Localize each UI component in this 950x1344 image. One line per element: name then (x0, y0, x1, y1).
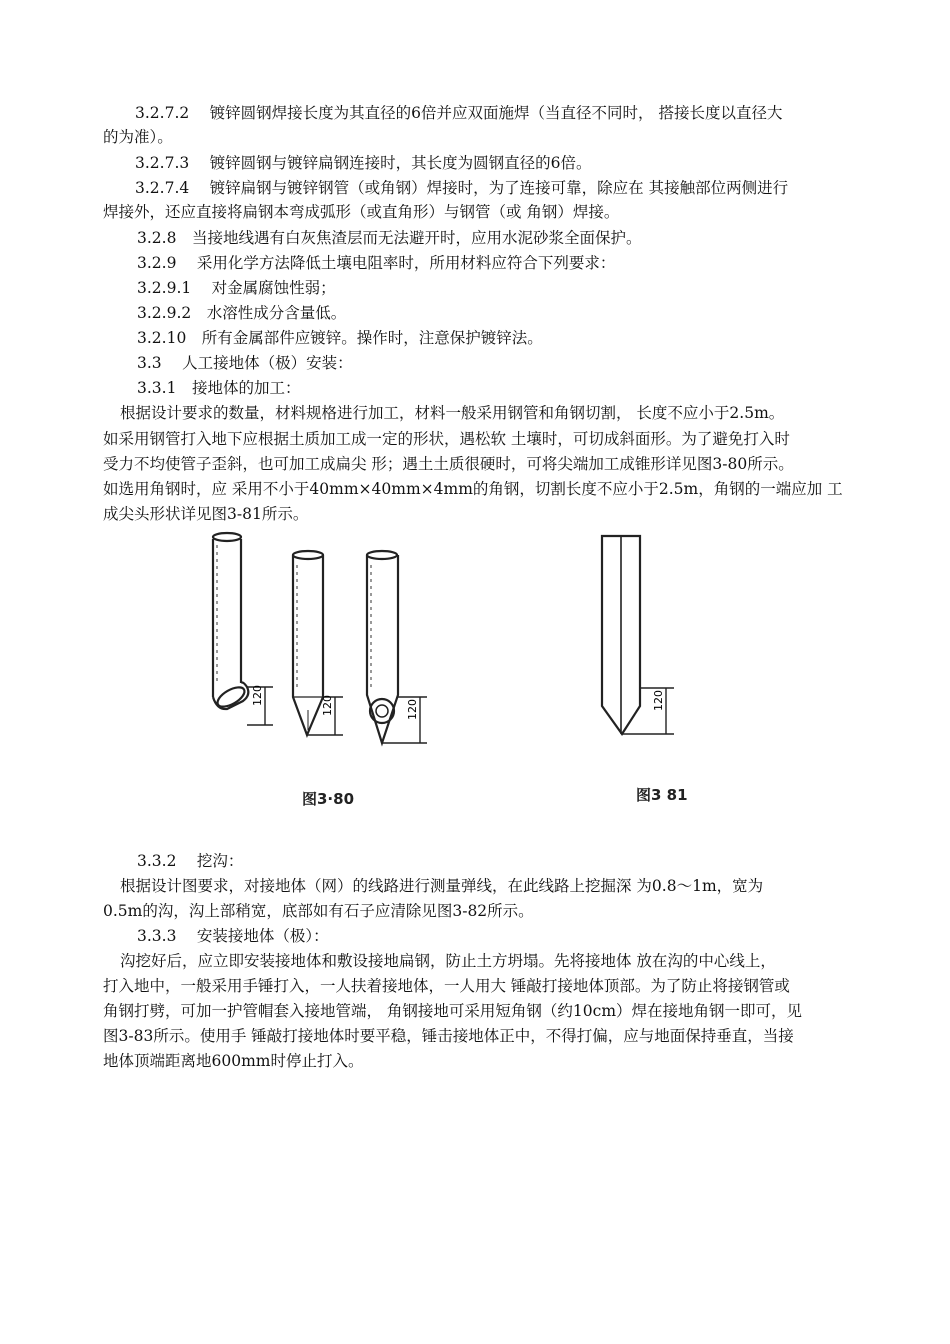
para-processing-line3: 受力不均使管子歪斜，也可加工成扁尖 形；遇土土质很硬时，可将尖端加工成锥形详见图3-80所示。 (103, 455, 794, 473)
heading-3-3-2: 3.3.2 挖沟： (137, 852, 244, 870)
para-install-line3: 角钢打劈，可加一护管帽套入接地管端， 角钢接地可采用短角钢（约10cm）焊在接地角钢一即可，见 (103, 1002, 803, 1020)
figure-3-81-caption: 图3 81 (636, 786, 688, 804)
para-processing-line4: 如选用角钢时，应 采用不小于40mm×40mm×4mm的角钢，切割长度不应小于2.5m，角钢的一端应加 工 (103, 480, 843, 498)
heading-3-3-3: 3.3.3 安装接地体（极）： (137, 927, 329, 945)
para-processing-line5: 成尖头形状详见图3-81所示。 (103, 505, 309, 523)
fig81-dim-1: 120 (652, 690, 665, 711)
para-3-2-9-2: 3.2.9.2 水溶性成分含量低。 (137, 304, 347, 322)
fig80-dim-2: 120 (321, 695, 334, 716)
figure-3-80-caption: 图3·80 (302, 790, 355, 808)
para-3-2-7-3: 3.2.7.3 镀锌圆钢与镀锌扁钢连接时，其长度为圆钢直径的6倍。 (135, 154, 592, 172)
para-3-2-7-4-line1: 3.2.7.4 镀锌扁钢与镀锌钢管（或角钢）焊接时，为了连接可靠，除应在 其接触部位两侧进行 (135, 179, 789, 197)
para-trench-line2: 0.5m的沟，沟上部稍宽，底部如有石子应清除见图3-82所示。 (103, 902, 534, 920)
para-processing-line1: 根据设计要求的数量，材料规格进行加工，材料一般采用钢管和角钢切割， 长度不应小于2.5m。 (120, 404, 785, 422)
para-trench-line1: 根据设计图要求，对接地体（网）的线路进行测量弹线，在此线路上挖掘深 为0.8～1m，宽为 (120, 877, 764, 895)
para-3-2-8: 3.2.8 当接地线遇有白灰焦渣层而无法避开时，应用水泥砂浆全面保护。 (137, 229, 642, 247)
heading-3-3-1: 3.3.1 接地体的加工： (137, 379, 301, 397)
para-install-line1: 沟挖好后，应立即安装接地体和敷设接地扁钢，防止土方坍塌。先将接地体 放在沟的中心线上， (120, 952, 776, 970)
para-install-line4: 图3-83所示。使用手 锤敲打接地体时要平稳，锤击接地体正中，不得打偏，应与地面保持垂直，当接 (103, 1027, 794, 1045)
para-3-2-9: 3.2.9 采用化学方法降低土壤电阻率时，所用材料应符合下列要求： (137, 254, 616, 272)
para-3-2-7-2-line1: 3.2.7.2 镀锌圆钢焊接长度为其直径的6倍并应双面施焊（当直径不同时， 搭接长度以直径大 (135, 104, 783, 122)
fig80-dim-1: 120 (251, 685, 264, 706)
para-3-2-9-1: 3.2.9.1 对金属腐蚀性弱； (137, 279, 336, 297)
figure-3-80 (195, 525, 465, 765)
para-3-2-7-2-line2: 的为准）。 (103, 128, 173, 146)
figure-3-81 (590, 530, 700, 750)
fig80-dim-3: 120 (406, 699, 419, 720)
heading-3-3: 3.3 人工接地体（极）安装： (137, 354, 353, 372)
para-3-2-10: 3.2.10 所有金属部件应镀锌。操作时，注意保护镀锌法。 (137, 329, 543, 347)
para-install-line2: 打入地中，一般采用手锤打入，一人扶着接地体，一人用大 锤敲打接地体顶部。为了防止将接钢管或 (103, 977, 790, 995)
para-processing-line2: 如采用钢管打入地下应根据土质加工成一定的形状，遇松软 土壤时，可切成斜面形。为了避免打入时 (103, 430, 790, 448)
para-3-2-7-4-line2: 焊接外，还应直接将扁钢本弯成弧形（或直角形）与钢管（或 角钢）焊接。 (103, 203, 620, 221)
para-install-line5: 地体顶端距离地600mm时停止打入。 (103, 1052, 364, 1070)
